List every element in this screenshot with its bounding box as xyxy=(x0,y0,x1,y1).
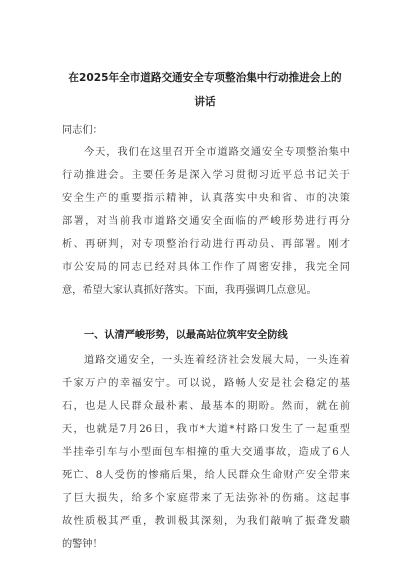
document-title-line-2: 讲话 xyxy=(194,96,216,108)
paragraph-2-line: 石，也是人民群众最朴素、最基本的期盼。然而，就在前 xyxy=(62,401,350,412)
greeting: 同志们： xyxy=(62,125,103,136)
paragraph-2-line: 了巨大损失，给多个家庭带来了无法弥补的伤痛。这起事 xyxy=(62,493,350,504)
paragraph-2-line: 道路交通安全，一头连着经济社会发展大局，一头连着 xyxy=(84,355,350,366)
paragraph-1-line: 析、再研判，对专项整治行动进行再动员、再部署。刚才 xyxy=(62,239,350,250)
paragraph-1-line: 部署，对当前我市道路交通安全面临的严峻形势进行再分 xyxy=(62,216,350,227)
paragraph-1-line: 行动推进会。主要任务是深入学习贯彻习近平总书记关于 xyxy=(62,170,350,181)
paragraph-2-line: 半挂牵引车与小型面包车相撞的重大交通事故，造成了6人 xyxy=(62,447,350,458)
paragraph-2-line: 天，也就是7月26日，我市*大道*村路口发生了一起重型 xyxy=(62,424,350,435)
paragraph-2-line: 的警钟！ xyxy=(62,539,103,550)
document-title-line-1: 在2025年全市道路交通安全专项整治集中行动推进会上的 xyxy=(68,72,342,84)
paragraph-1-line: 安全生产的重要指示精神，认真落实中央和省、市的决策 xyxy=(62,193,350,204)
paragraph-1-line: 意，希望大家认真抓好落实。下面，我再强调几点意见。 xyxy=(62,285,317,296)
paragraph-2-line: 千家万户的幸福安宁。可以说，路畅人安是社会稳定的基 xyxy=(62,378,350,389)
paragraph-2-line: 故性质极其严重，教训极其深刻，为我们敲响了振聋发聩 xyxy=(62,516,350,527)
paragraph-1-line: 今天，我们在这里召开全市道路交通安全专项整治集中 xyxy=(84,147,350,158)
paragraph-1-line: 市公安局的同志已经对具体工作作了周密安排，我完全同 xyxy=(62,262,350,273)
paragraph-2-line: 死亡、8人受伤的惨痛后果，给人民群众生命财产安全带来 xyxy=(62,470,350,481)
section-heading-1: 一、认清严峻形势，以最高站位筑牢安全防线 xyxy=(84,330,288,341)
